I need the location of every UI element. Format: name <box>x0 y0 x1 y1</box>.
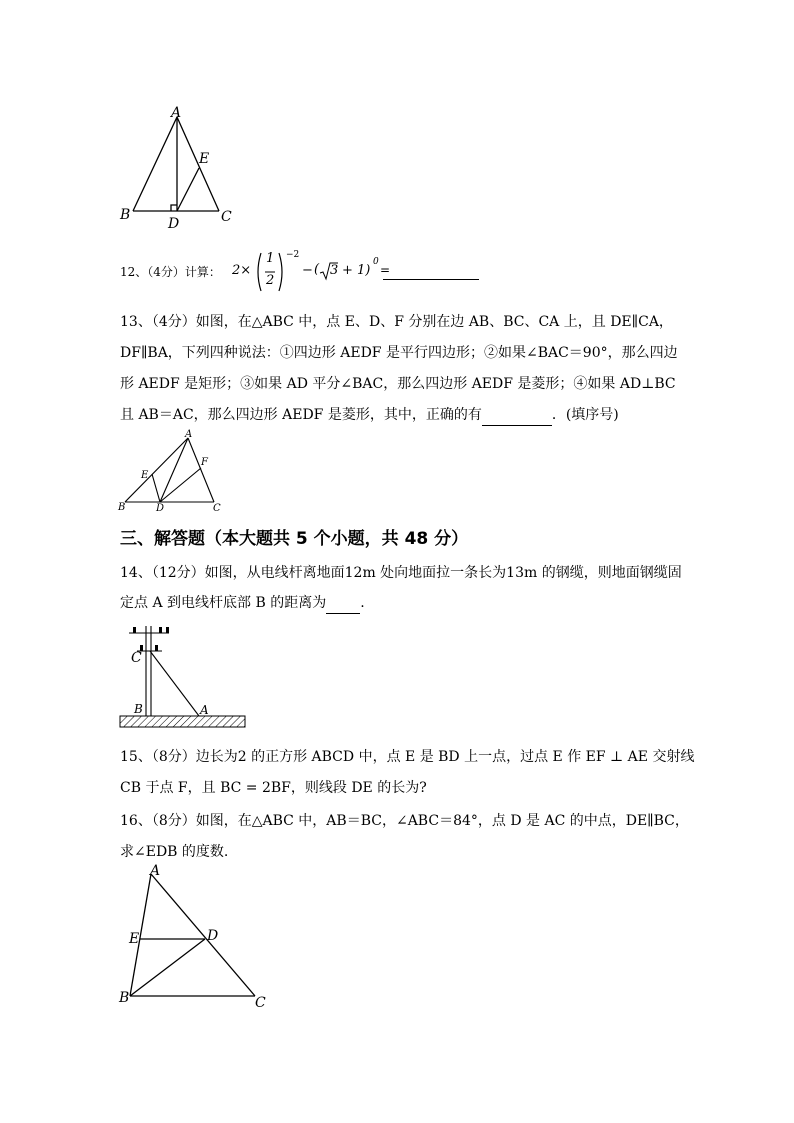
q15-line-1: 15、（8分）边长为2 的正方形 ABCD 中，点 E 是 BD 上一点，过点 E 作 EF ⊥ AE 交射线 <box>120 749 695 765</box>
q15-line-2: CB 于点 F，且 BC = 2BF，则线段 DE 的长为? <box>120 780 427 796</box>
figure-triangle-midpoint <box>115 864 275 1012</box>
q13-line-4-text: 且 AB＝AC，那么四边形 AEDF 是菱形，其中，正确的有 <box>120 407 482 423</box>
fig2-label-c: C <box>213 503 221 513</box>
section-title: 三、解答题（本大题共 5 个小题，共 48 分） <box>120 529 469 549</box>
q12-plus-one: + 1) <box>342 263 371 278</box>
q14-line-2 <box>120 593 365 614</box>
fig2-label-e: E <box>141 470 149 481</box>
figure-triangle-parallelogram <box>115 428 225 513</box>
fig3-label-a: A <box>200 703 209 717</box>
q12-exponent: −2 <box>286 250 300 260</box>
fig2-label-f: F <box>201 457 208 468</box>
q16-line-1: 16、（8分）如图，在△ABC 中，AB＝BC，∠ABC＝84°，点 D 是 AC 的中点，DE∥BC， <box>120 813 689 829</box>
q12-equals: = <box>380 263 391 277</box>
q13-line-3: 形 AEDF 是矩形；③如果 AD 平分∠BAC，那么四边形 AEDF 是菱形；④如果 AD⊥BC <box>120 376 676 392</box>
q14-line-2-text: 定点 A 到电线杆底部 B 的距离为 <box>120 595 327 611</box>
q13-line-4 <box>120 405 619 426</box>
q13-line-2: DF∥BA，下列四种说法：①四边形 AEDF 是平行四边形；②如果∠BAC＝90°，那么四边 <box>120 345 678 361</box>
q14-answer-blank <box>326 593 360 614</box>
fig3-label-b: B <box>134 702 143 716</box>
fig2-label-b: B <box>118 502 126 513</box>
q12-frac-num: 1 <box>266 251 275 266</box>
fig4-label-b: B <box>119 990 130 1006</box>
fig1-label-e: E <box>199 151 210 167</box>
q13-line-1: 13、（4分）如图，在△ABC 中，点 E、D、F 分别在边 AB、BC、CA 上，且 DE∥CA， <box>120 314 673 330</box>
q13-line-4-suffix: ．(填序号) <box>551 407 619 423</box>
q13-answer-blank <box>482 405 552 426</box>
q12-zero-exponent: 0 <box>373 257 379 267</box>
q12-label: 12、（4分）计算： <box>120 265 221 279</box>
fig4-label-e: E <box>129 931 140 947</box>
fig2-label-d: D <box>156 503 165 513</box>
q12-answer-blank <box>383 279 479 280</box>
q14-line-1: 14、（12分）如图，从电线杆离地面12m 处向地面拉一条长为13m 的钢缆，则地面钢缆固 <box>120 565 682 581</box>
q12-frac-den: 2 <box>266 273 275 288</box>
figure-triangle-altitude <box>115 105 245 230</box>
fig1-label-a: A <box>171 105 182 121</box>
fig4-label-a: A <box>150 864 161 879</box>
fig1-label-b: B <box>120 207 131 223</box>
fig3-label-c: C <box>131 650 142 666</box>
q12-sqrt-arg: 3 <box>330 263 339 278</box>
fig4-label-d: D <box>207 928 219 944</box>
fig1-label-d: D <box>168 216 180 230</box>
q16-line-2: 求∠EDB 的度数. <box>120 844 229 860</box>
q14-line-2-suffix: . <box>360 595 365 611</box>
q12-minus: − <box>302 263 313 278</box>
q12-expr-prefix: 2× <box>232 263 252 278</box>
figure-utility-pole <box>117 620 249 732</box>
fig4-label-c: C <box>255 995 266 1011</box>
fig1-label-c: C <box>221 209 232 225</box>
fig2-label-a: A <box>185 429 193 440</box>
